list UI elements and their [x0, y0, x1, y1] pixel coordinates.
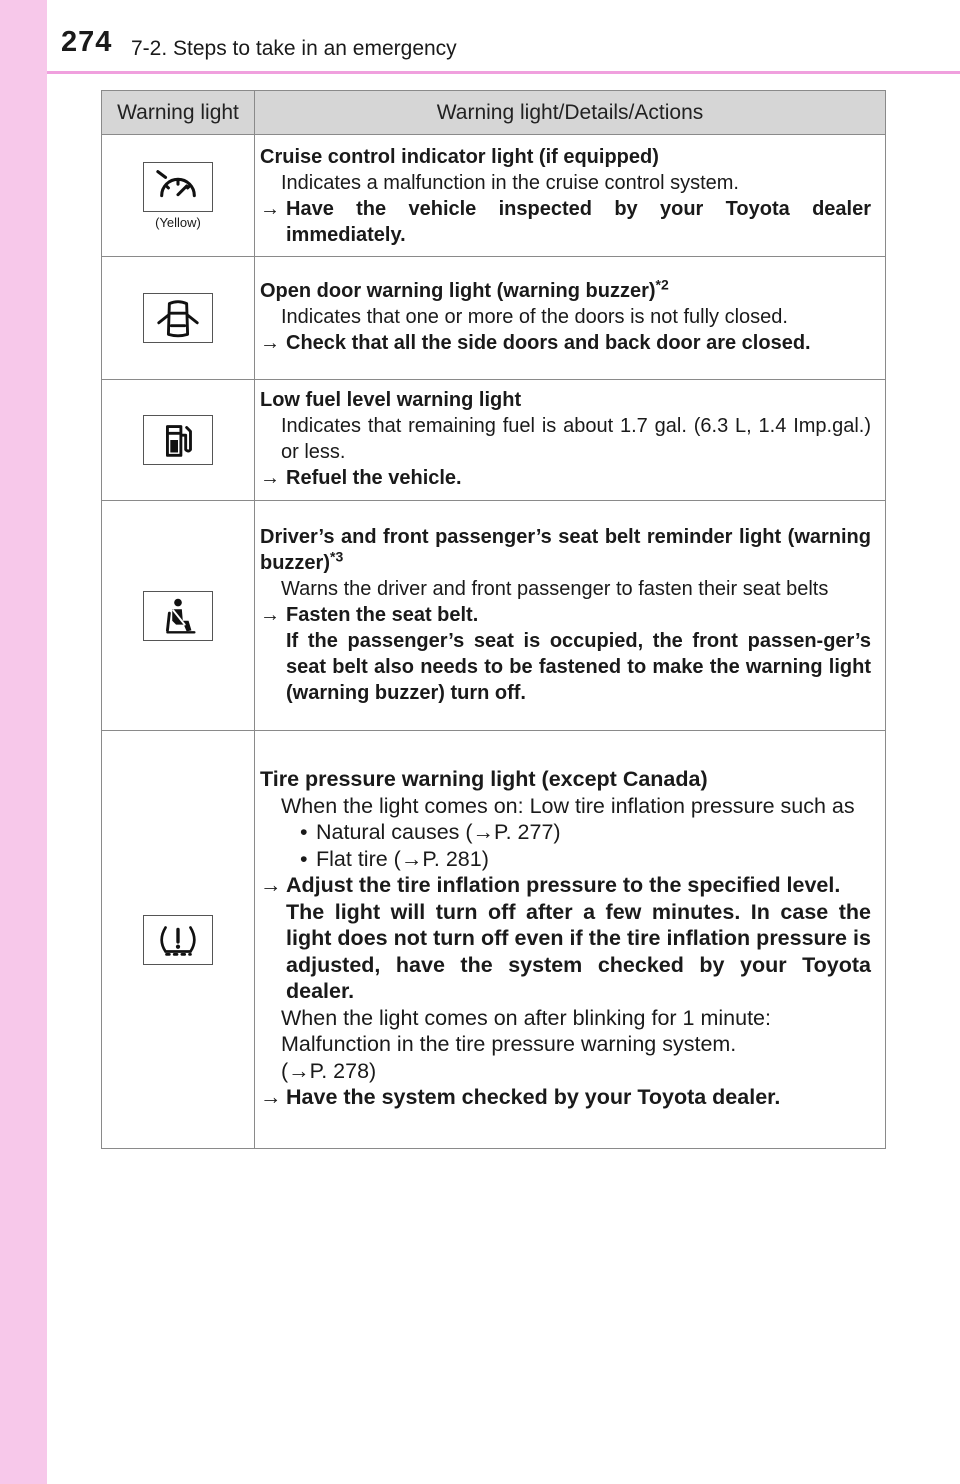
- fuel-pump-icon: [143, 415, 213, 465]
- side-color-strip: [0, 0, 47, 1484]
- row-action-secondary: → Have the system checked by your Toyota dealer.: [260, 1085, 781, 1110]
- row-action-detail: The light will turn off after a few minutes. In case the light does not turn off even if the tire inflation pressure is adjusted, have the system checked by your Toyota dealer.: [286, 899, 871, 1004]
- row-title: Cruise control indicator light (if equipped): [260, 145, 659, 168]
- page-number: 274: [61, 26, 113, 58]
- table-header-row: [102, 91, 886, 135]
- table-row: [102, 380, 886, 501]
- arrow-icon: →: [260, 873, 282, 898]
- footnote-marker: *3: [330, 547, 344, 564]
- warning-light-table: [101, 90, 886, 1149]
- row-action: → Fasten the seat belt.: [260, 603, 479, 626]
- bullet-icon: •: [300, 820, 308, 845]
- page-reference: (→P. 278): [281, 1058, 377, 1083]
- arrow-icon: →: [260, 332, 280, 354]
- footnote-marker: *2: [655, 276, 669, 293]
- row-description: When the light comes on: Low tire inflation pressure such as: [281, 793, 855, 818]
- row-title: Open door warning light (warning buzzer)$^{*2}$: [260, 276, 669, 302]
- page-header: [47, 0, 960, 74]
- row-action: → Refuel the vehicle.: [260, 467, 462, 489]
- arrow-icon: →: [260, 603, 280, 626]
- row-description: Indicates that remaining fuel is about 1.7 gal. (6.3 L, 1.4 Imp.gal.) or less.: [281, 415, 871, 463]
- icon-cell: [102, 380, 255, 501]
- cruise-control-icon: [143, 162, 213, 212]
- row-description: Warns the driver and front passenger to fasten their seat belts: [281, 577, 829, 600]
- header-rule: [47, 71, 960, 74]
- list-item: • Flat tire (→P. 281): [300, 846, 489, 871]
- icon-color-note: (Yellow): [155, 214, 201, 230]
- row-action: → Have the vehicle inspected by your Toyota dealer immediately.: [260, 197, 871, 246]
- details-cell: [255, 731, 886, 1149]
- table-row: [102, 501, 886, 731]
- details-cell: [255, 257, 886, 380]
- table-row: [102, 257, 886, 380]
- icon-cell: [102, 731, 255, 1149]
- table-row: [102, 731, 886, 1149]
- arrow-icon: →: [260, 467, 280, 489]
- row-description: Indicates a malfunction in the cruise control system.: [281, 171, 739, 194]
- bullet-icon: •: [300, 846, 308, 871]
- row-title: Tire pressure warning light (except Canada): [260, 767, 708, 792]
- icon-cell: [102, 135, 255, 257]
- open-door-icon: [143, 293, 213, 343]
- row-action: → Check that all the side doors and back door are closed.: [260, 332, 811, 354]
- details-cell: [255, 380, 886, 501]
- icon-cell: [102, 257, 255, 380]
- table-row: [102, 135, 886, 257]
- tire-pressure-icon: [143, 915, 213, 965]
- row-action: → Adjust the tire inflation pressure to the specified level.: [260, 873, 841, 898]
- seat-belt-icon: [143, 591, 213, 641]
- row-description: Indicates that one or more of the doors is not fully closed.: [281, 306, 788, 328]
- arrow-icon: →: [260, 1085, 282, 1110]
- details-cell: [255, 135, 886, 257]
- list-item: • Natural causes (→P. 277): [300, 820, 561, 845]
- row-action-detail: If the passenger’s seat is occupied, the front passen-ger’s seat belt also needs to be fastened to make the warning light (warning buzzer) turn off.: [286, 629, 871, 704]
- column-header-warning-light: Warning light: [102, 91, 255, 135]
- icon-cell: [102, 501, 255, 731]
- section-title: 7-2. Steps to take in an emergency: [131, 37, 457, 60]
- row-title: Low fuel level warning light: [260, 389, 522, 411]
- row-title: Driver’s and front passenger’s seat belt reminder light (warning buzzer)$^{*3}$: [260, 525, 871, 574]
- column-header-details: Warning light/Details/Actions: [255, 91, 886, 135]
- details-cell: [255, 501, 886, 731]
- arrow-icon: →: [260, 197, 280, 220]
- row-description-secondary: When the light comes on after blinking for 1 minute: Malfunction in the tire pressure warning system.: [281, 1005, 771, 1057]
